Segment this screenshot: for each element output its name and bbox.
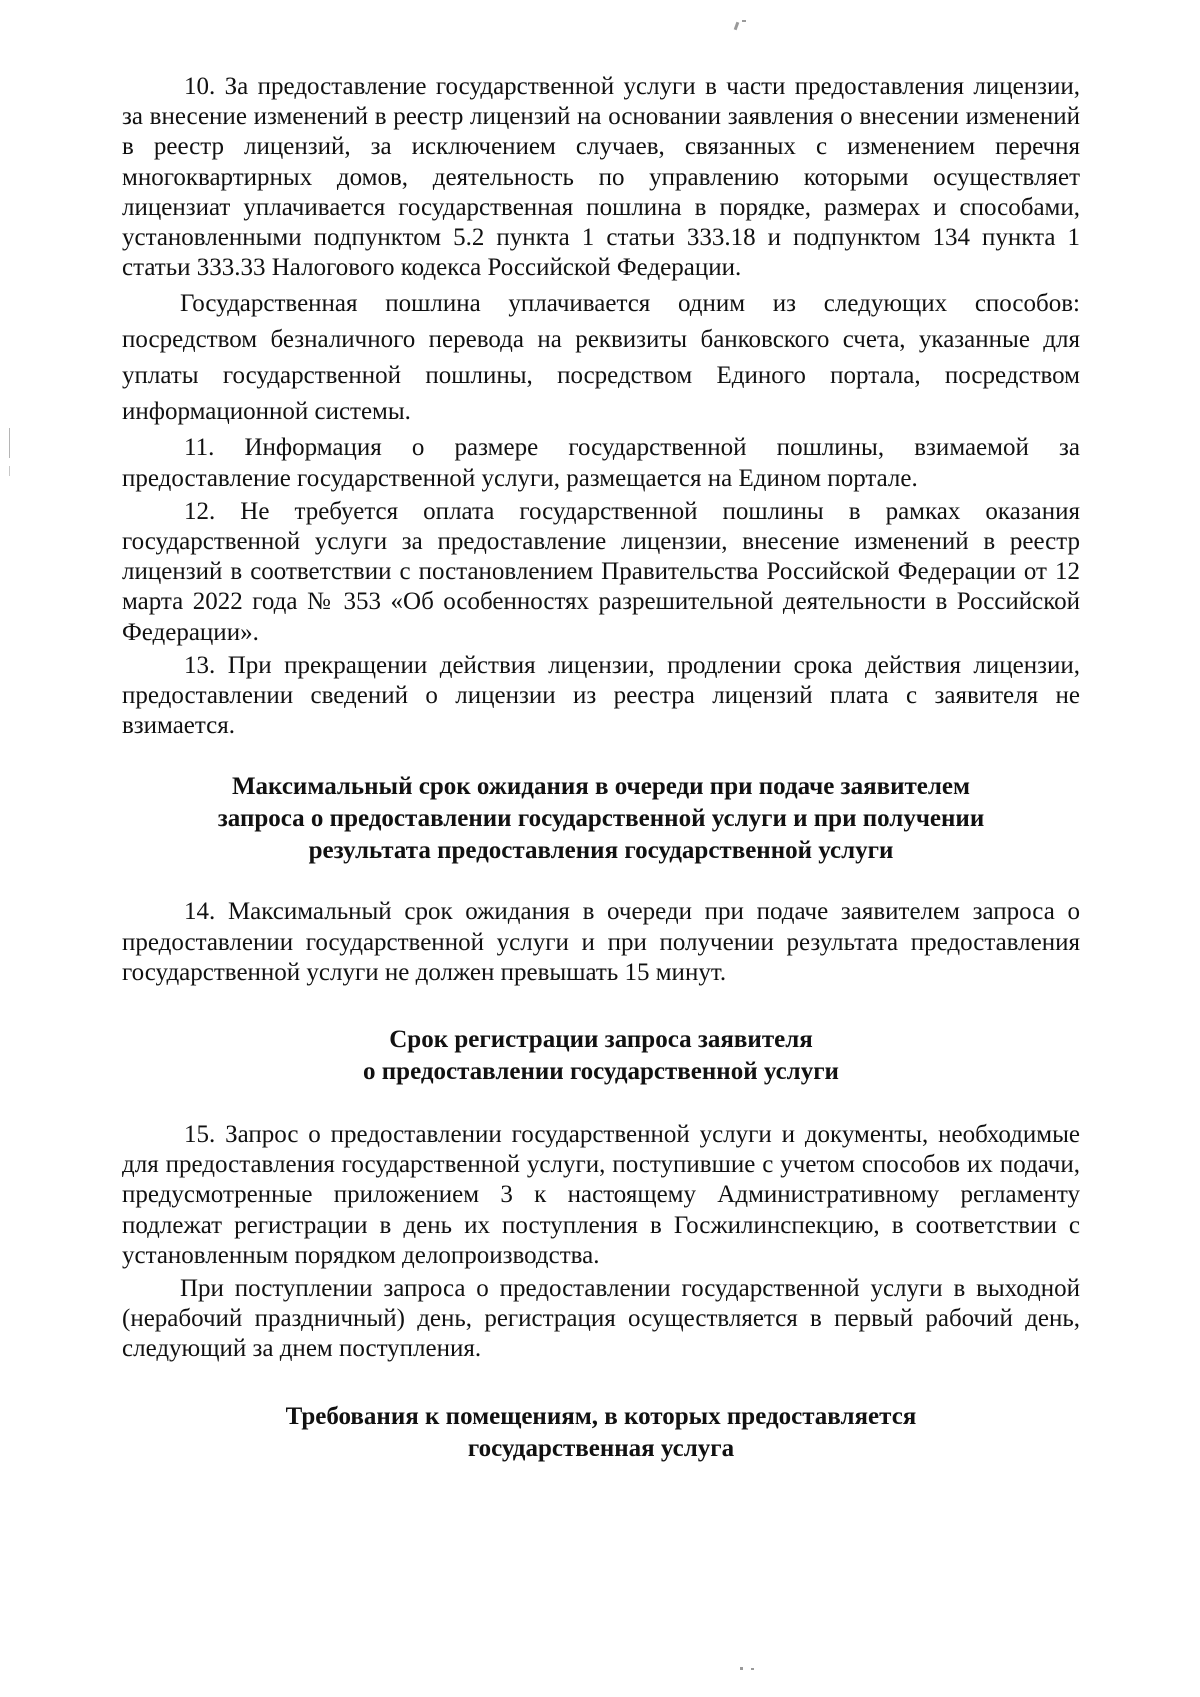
section-heading-queue-time (122, 771, 1080, 867)
paragraph-15-holiday: При поступлении запроса о предоставлении государственной услуги в выходной (нерабочий праздничный) день, регистрация осуществляется в первый рабочий день, следующий за днем поступления. (122, 1275, 1080, 1363)
paragraph-13: 13. При прекращении действия лицензии, продлении срока действия лицензии, предоставлении сведений о лицензии из реестра лицензий плата с заявителя не взимается. (122, 651, 1080, 740)
scan-speck-left-2 (9, 466, 10, 476)
paragraph-10: 10. За предоставление государственной услуги в части предоставления лицензии, за внесение изменений в реестр лицензий на основании заявления о внесении изменений в реестр лицензий, за исключением случаев, связанных с изменением перечня многоквартирных домов, деятельность по управлению которыми осуществляет лицензиат уплачивается государственная пошлина в порядке, размерах и способами, установленными подпунктом 5.2 пункта 1 статьи 333.18 и подпунктом 134 пункта 1 статьи 333.33 Налогового кодекса Российской Федерации. (122, 73, 1080, 282)
heading-line: о предоставлении государственной услуги (363, 1058, 839, 1086)
section-heading-registration (122, 1024, 1080, 1088)
scan-speck-bottom (740, 1667, 743, 1670)
paragraph-12: 12. Не требуется оплата государственной пошлины в рамках оказания государственной услуги за предоставление лицензии, внесение изменений в реестр лицензий в соответствии с постановлением Правительства Российской Федерации от 12 марта 2022 года № 353 «Об особенностях разрешительной деятельности в Российской Федерации». (122, 497, 1080, 646)
scan-speck-top (734, 22, 740, 31)
heading-line: Требования к помещениям, в которых предоставляется (285, 1402, 917, 1430)
paragraph-14: 14. Максимальный срок ожидания в очереди при подаче заявителем запроса о предоставлении государственной услуги и при получении результата предоставления государственной услуги не должен превышать 15 минут. (122, 898, 1080, 986)
paragraph-11: 11. Информация о размере государственной пошлины, взимаемой за предоставление государственной услуги, размещается на Едином портале. (122, 434, 1080, 492)
heading-line: результата предоставления государственной услуги (308, 837, 894, 865)
heading-line: Максимальный срок ожидания в очереди при подаче заявителем (231, 773, 971, 801)
paragraph-15: 15. Запрос о предоставлении государственной услуги и документы, необходимые для предоставления государственной услуги, поступившие с учетом способов их подачи, предусмотренные приложением 3 к настоящему Административному регламенту подлежат регистрации в день их поступления в Госжилинспекцию, в соответствии с установленным порядком делопроизводства. (122, 1121, 1080, 1269)
scan-speck-left (9, 428, 10, 458)
scan-speck-top-2 (742, 20, 746, 22)
heading-line: Срок регистрации запроса заявителя (389, 1026, 813, 1054)
paragraph-10-payment-methods: Государственная пошлина уплачивается одним из следующих способов: посредством безналичного перевода на реквизиты банковского счета, указанные для уплаты государственной пошлины, посредством Единого портала, посредством информационной системы. (122, 290, 1080, 426)
scan-speck-bottom-2 (751, 1668, 754, 1670)
document-page (122, 72, 1080, 1465)
heading-line: запроса о предоставлении государственной услуги и при получении (217, 805, 985, 833)
heading-line: государственная услуга (467, 1434, 735, 1462)
section-heading-premises (122, 1401, 1080, 1465)
